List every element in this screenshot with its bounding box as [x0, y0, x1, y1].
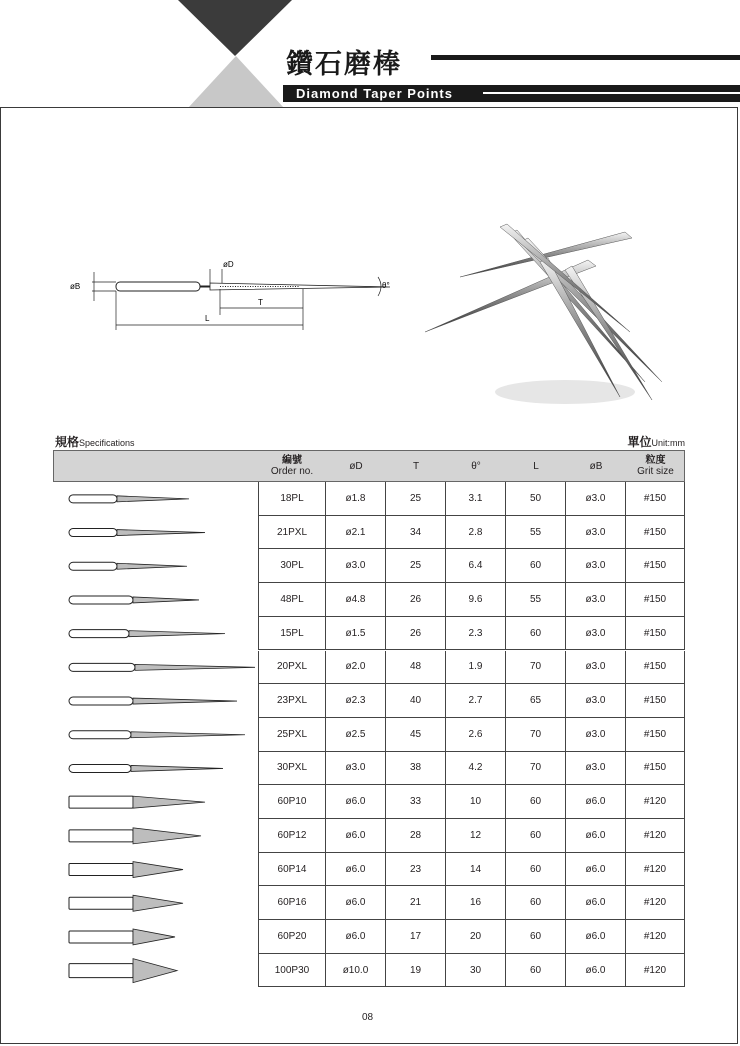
table-cell-b: ø3.0 — [566, 684, 626, 718]
table-cell-b: ø3.0 — [566, 482, 626, 516]
tool-sketch — [69, 731, 245, 739]
title-bar-rule — [483, 92, 740, 94]
table-cell-d: ø1.5 — [326, 617, 386, 651]
diagram-label-d: øD — [223, 260, 234, 269]
table-cell-b: ø3.0 — [566, 516, 626, 550]
tool-sketch — [69, 596, 199, 604]
table-cell-grit: #120 — [626, 853, 685, 887]
title-rule — [431, 55, 740, 60]
tool-sketch — [69, 697, 237, 705]
col-header-d: øD — [349, 460, 363, 472]
table-cell-order: 100P30 — [258, 954, 326, 988]
table-cell-b: ø6.0 — [566, 819, 626, 853]
table-cell-t: 25 — [386, 549, 446, 583]
table-cell-d: ø3.0 — [326, 752, 386, 786]
table-cell-b: ø3.0 — [566, 651, 626, 685]
tool-sketch — [69, 959, 177, 983]
diagram-label-t: T — [258, 298, 263, 307]
table-cell-b: ø3.0 — [566, 549, 626, 583]
table-cell-order: 18PL — [258, 482, 326, 516]
page-number: 08 — [362, 1012, 374, 1023]
tool-sketch — [69, 862, 183, 878]
table-cell-theta: 6.4 — [446, 549, 506, 583]
table-cell-grit: #150 — [626, 651, 685, 685]
table-cell-b: ø6.0 — [566, 785, 626, 819]
table-cell-l: 60 — [506, 853, 566, 887]
table-cell-d: ø10.0 — [326, 954, 386, 988]
table-cell-order: 25PXL — [258, 718, 326, 752]
table-cell-l: 55 — [506, 583, 566, 617]
table-cell-d: ø2.5 — [326, 718, 386, 752]
table-cell-t: 19 — [386, 954, 446, 988]
table-cell-d: ø2.3 — [326, 684, 386, 718]
table-cell-d: ø6.0 — [326, 853, 386, 887]
table-cell-l: 60 — [506, 954, 566, 988]
table-cell-theta: 10 — [446, 785, 506, 819]
col-header-b: øB — [589, 460, 603, 472]
table-cell-order: 60P16 — [258, 886, 326, 920]
table-cell-d: ø2.0 — [326, 651, 386, 685]
table-cell-order: 60P12 — [258, 819, 326, 853]
tool-sketch — [69, 562, 187, 570]
header-dark-triangle — [178, 0, 292, 56]
table-cell-theta: 14 — [446, 853, 506, 887]
table-cell-grit: #120 — [626, 819, 685, 853]
col-header-l: L — [533, 460, 539, 472]
table-cell-d: ø6.0 — [326, 819, 386, 853]
table-cell-grit: #150 — [626, 583, 685, 617]
table-cell-grit: #120 — [626, 886, 685, 920]
table-cell-l: 50 — [506, 482, 566, 516]
table-cell-order: 60P10 — [258, 785, 326, 819]
header-decoration — [0, 0, 300, 108]
table-cell-theta: 2.3 — [446, 617, 506, 651]
dimension-diagram — [60, 255, 420, 335]
unit-label: 單位Unit:mm — [627, 435, 685, 449]
table-cell-theta: 2.6 — [446, 718, 506, 752]
table-cell-d: ø3.0 — [326, 549, 386, 583]
table-cell-grit: #150 — [626, 617, 685, 651]
table-cell-grit: #150 — [626, 684, 685, 718]
col-header-theta: θ° — [471, 460, 481, 472]
table-cell-grit: #150 — [626, 516, 685, 550]
table-cell-grit: #120 — [626, 785, 685, 819]
table-cell-order: 20PXL — [258, 651, 326, 685]
table-cell-b: ø3.0 — [566, 583, 626, 617]
table-cell-order: 48PL — [258, 583, 326, 617]
table-cell-d: ø6.0 — [326, 785, 386, 819]
table-cell-t: 48 — [386, 651, 446, 685]
diagram-label-theta: θ° — [382, 281, 390, 290]
table-cell-l: 60 — [506, 785, 566, 819]
table-cell-grit: #150 — [626, 549, 685, 583]
table-cell-l: 60 — [506, 617, 566, 651]
header-light-triangle — [188, 56, 284, 108]
table-cell-t: 28 — [386, 819, 446, 853]
table-cell-t: 26 — [386, 583, 446, 617]
diagram-label-b: øB — [70, 282, 81, 291]
diagram-shank — [116, 282, 200, 291]
diagram-label-l: L — [205, 314, 210, 323]
table-cell-l: 70 — [506, 718, 566, 752]
table-cell-theta: 16 — [446, 886, 506, 920]
table-cell-order: 30PXL — [258, 752, 326, 786]
table-cell-grit: #120 — [626, 920, 685, 954]
tool-sketch — [69, 895, 183, 911]
table-cell-grit: #150 — [626, 752, 685, 786]
table-cell-grit: #120 — [626, 954, 685, 988]
table-cell-order: 30PL — [258, 549, 326, 583]
table-cell-theta: 9.6 — [446, 583, 506, 617]
table-cell-theta: 20 — [446, 920, 506, 954]
table-cell-grit: #150 — [626, 482, 685, 516]
table-cell-order: 60P14 — [258, 853, 326, 887]
table-cell-t: 17 — [386, 920, 446, 954]
table-cell-theta: 4.2 — [446, 752, 506, 786]
tool-sketch — [69, 929, 175, 945]
table-cell-t: 34 — [386, 516, 446, 550]
spec-label: 規格Specifications — [55, 435, 135, 449]
table-cell-theta: 30 — [446, 954, 506, 988]
table-cell-order: 60P20 — [258, 920, 326, 954]
table-cell-b: ø6.0 — [566, 954, 626, 988]
table-cell-d: ø6.0 — [326, 886, 386, 920]
table-cell-l: 60 — [506, 920, 566, 954]
table-cell-b: ø6.0 — [566, 886, 626, 920]
col-header-t: T — [412, 460, 420, 472]
table-cell-order: 23PXL — [258, 684, 326, 718]
table-cell-t: 26 — [386, 617, 446, 651]
table-cell-t: 33 — [386, 785, 446, 819]
table-cell-t: 45 — [386, 718, 446, 752]
table-cell-theta: 3.1 — [446, 482, 506, 516]
table-cell-d: ø4.8 — [326, 583, 386, 617]
table-cell-l: 60 — [506, 549, 566, 583]
table-cell-t: 21 — [386, 886, 446, 920]
table-cell-l: 60 — [506, 819, 566, 853]
page-title-english: Diamond Taper Points — [296, 86, 453, 101]
tool-sketch — [69, 529, 205, 537]
table-cell-b: ø3.0 — [566, 617, 626, 651]
col-header-order: 編號 Order no. — [270, 455, 314, 477]
tool-sketch — [69, 764, 223, 772]
table-cell-theta: 2.7 — [446, 684, 506, 718]
table-cell-theta: 2.8 — [446, 516, 506, 550]
table-cell-order: 21PXL — [258, 516, 326, 550]
table-cell-l: 55 — [506, 516, 566, 550]
table-cell-t: 38 — [386, 752, 446, 786]
table-cell-l: 65 — [506, 684, 566, 718]
tool-sketch — [69, 630, 225, 638]
table-cell-theta: 12 — [446, 819, 506, 853]
tool-sketch — [69, 796, 205, 808]
table-cell-b: ø6.0 — [566, 920, 626, 954]
table-cell-l: 60 — [506, 886, 566, 920]
table-cell-b: ø6.0 — [566, 853, 626, 887]
table-cell-d: ø2.1 — [326, 516, 386, 550]
col-header-grit: 粒度 Grit size — [637, 455, 674, 477]
table-cell-b: ø3.0 — [566, 718, 626, 752]
table-cell-t: 40 — [386, 684, 446, 718]
spec-table — [258, 482, 685, 988]
table-cell-l: 70 — [506, 651, 566, 685]
page-title-chinese: 鑽石磨棒 — [286, 49, 402, 80]
table-cell-d: ø6.0 — [326, 920, 386, 954]
tool-sketch — [69, 495, 189, 503]
table-cell-d: ø1.8 — [326, 482, 386, 516]
table-cell-l: 70 — [506, 752, 566, 786]
table-cell-order: 15PL — [258, 617, 326, 651]
tool-sketch — [69, 828, 201, 844]
table-cell-t: 23 — [386, 853, 446, 887]
product-photo — [420, 222, 670, 412]
table-cell-t: 25 — [386, 482, 446, 516]
tool-sketches — [55, 482, 255, 988]
tool-sketch — [69, 663, 255, 671]
table-cell-b: ø3.0 — [566, 752, 626, 786]
table-cell-theta: 1.9 — [446, 651, 506, 685]
table-cell-grit: #150 — [626, 718, 685, 752]
